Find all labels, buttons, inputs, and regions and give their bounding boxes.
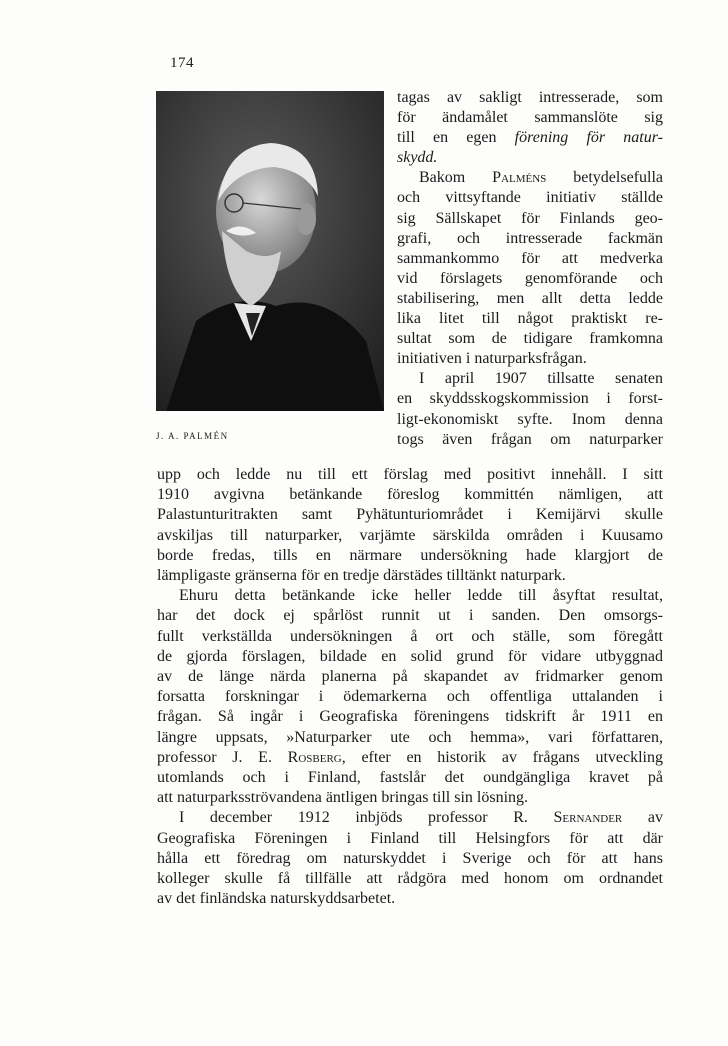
- body-text-line: Geografiska Föreningen i Finland till Helsingfors för att där: [157, 829, 663, 847]
- portrait-caption: J. A. PALMÉN: [156, 431, 229, 441]
- body-text-line: har det dock ej spårlöst runnit ut i sanden. Den omsorgs-: [157, 607, 663, 625]
- side-column-line: en skyddsskogskommission i forst-: [397, 390, 663, 408]
- body-text-line: längre uppsats, »Naturparker ute och hemma», vari författaren,: [157, 728, 663, 746]
- page-number: 174: [170, 55, 194, 71]
- side-column-line: och vittsyftande initiativ ställde: [397, 189, 663, 207]
- body-text-line: utomlands och i Finland, fastslår det oundgängliga kravet på: [157, 769, 663, 787]
- body-text-line: hålla ett föredrag om naturskyddet i Sverige och för att hans: [157, 849, 663, 867]
- side-column-line: togs även frågan om naturparker: [397, 430, 663, 448]
- portrait-photo: [156, 91, 384, 411]
- body-text-line: I december 1912 inbjöds professor R. Sernander av: [179, 809, 663, 827]
- body-text-line: upp och ledde nu till ett förslag med positivt innehåll. I sitt: [157, 466, 663, 483]
- body-text-line: att naturparksströvandena äntligen bringas till sin lösning.: [157, 789, 529, 807]
- body-text-line: de gjorda förslagen, bildade en solid grund för vidare utbyggnad: [157, 647, 663, 665]
- side-column-text: [397, 88, 663, 450]
- side-column-line: stabilisering, men allt detta ledde: [397, 289, 663, 307]
- side-column-line: skydd.: [397, 149, 438, 167]
- side-column-line: sammankommo för att medverka: [397, 249, 663, 267]
- side-column-line: vid förslagets genomförande och: [397, 269, 663, 287]
- body-text-line: avskiljas till naturparker, varjämte särskilda områden i Kuusamo: [157, 526, 663, 544]
- side-column-line: tagas av sakligt intresserade, som: [397, 89, 663, 106]
- body-text-line: 1910 avgivna betänkande föreslog kommittén nämligen, att: [157, 486, 663, 504]
- side-column-line: lika litet till något praktiskt re-: [397, 310, 663, 328]
- body-text-line: forsatta forskningar i ödemarkerna och offentliga uttalanden i: [157, 688, 663, 706]
- side-column-line: ligt-ekonomiskt syfte. Inom denna: [397, 410, 663, 428]
- body-text-line: Ehuru detta betänkande icke heller ledde till åsyftat resultat,: [179, 587, 663, 605]
- body-text-line: borde fredas, tills en närmare undersökning hade klargjort de: [157, 546, 663, 564]
- body-text-line: lämpligaste gränserna för en tredje därstädes tilltänkt naturpark.: [157, 567, 566, 585]
- side-column-line: sig Sällskapet för Finlands geo-: [397, 209, 663, 227]
- side-column-line: initiativen i naturparksfrågan.: [397, 350, 587, 368]
- side-column-line: sultat som de tidigare framkomna: [397, 330, 663, 348]
- side-column-line: grafi, och intresserade fackmän: [397, 229, 663, 247]
- body-text-line: frågan. Så ingår i Geografiska föreningens tidskrift år 1911 en: [157, 708, 663, 726]
- side-column-line: för ändamålet sammanslöte sig: [397, 109, 663, 127]
- body-text-line: av de länge närda planerna på skapandet av fridmarker genom: [157, 668, 663, 686]
- body-text-line: Palastunturitrakten samt Pyhätunturiområdet i Kemijärvi skulle: [157, 506, 663, 524]
- body-text-line: av det finländska naturskyddsarbetet.: [157, 890, 396, 908]
- body-text-line: fullt verkställda undersökningen å ort och ställe, som föregått: [157, 627, 663, 645]
- body-text-line: kolleger skulle få tillfälle att rådgöra med honom om ordnandet: [157, 870, 663, 888]
- side-column-line: till en egen förening för natur-: [397, 129, 663, 147]
- main-body-text: [157, 465, 663, 909]
- body-text-line: professor J. E. Rosberg, efter en historik av frågans utveckling: [157, 748, 663, 766]
- side-column-line: I april 1907 tillsatte senaten: [419, 370, 663, 388]
- side-column-line: Bakom Palméns betydelsefulla: [419, 169, 663, 187]
